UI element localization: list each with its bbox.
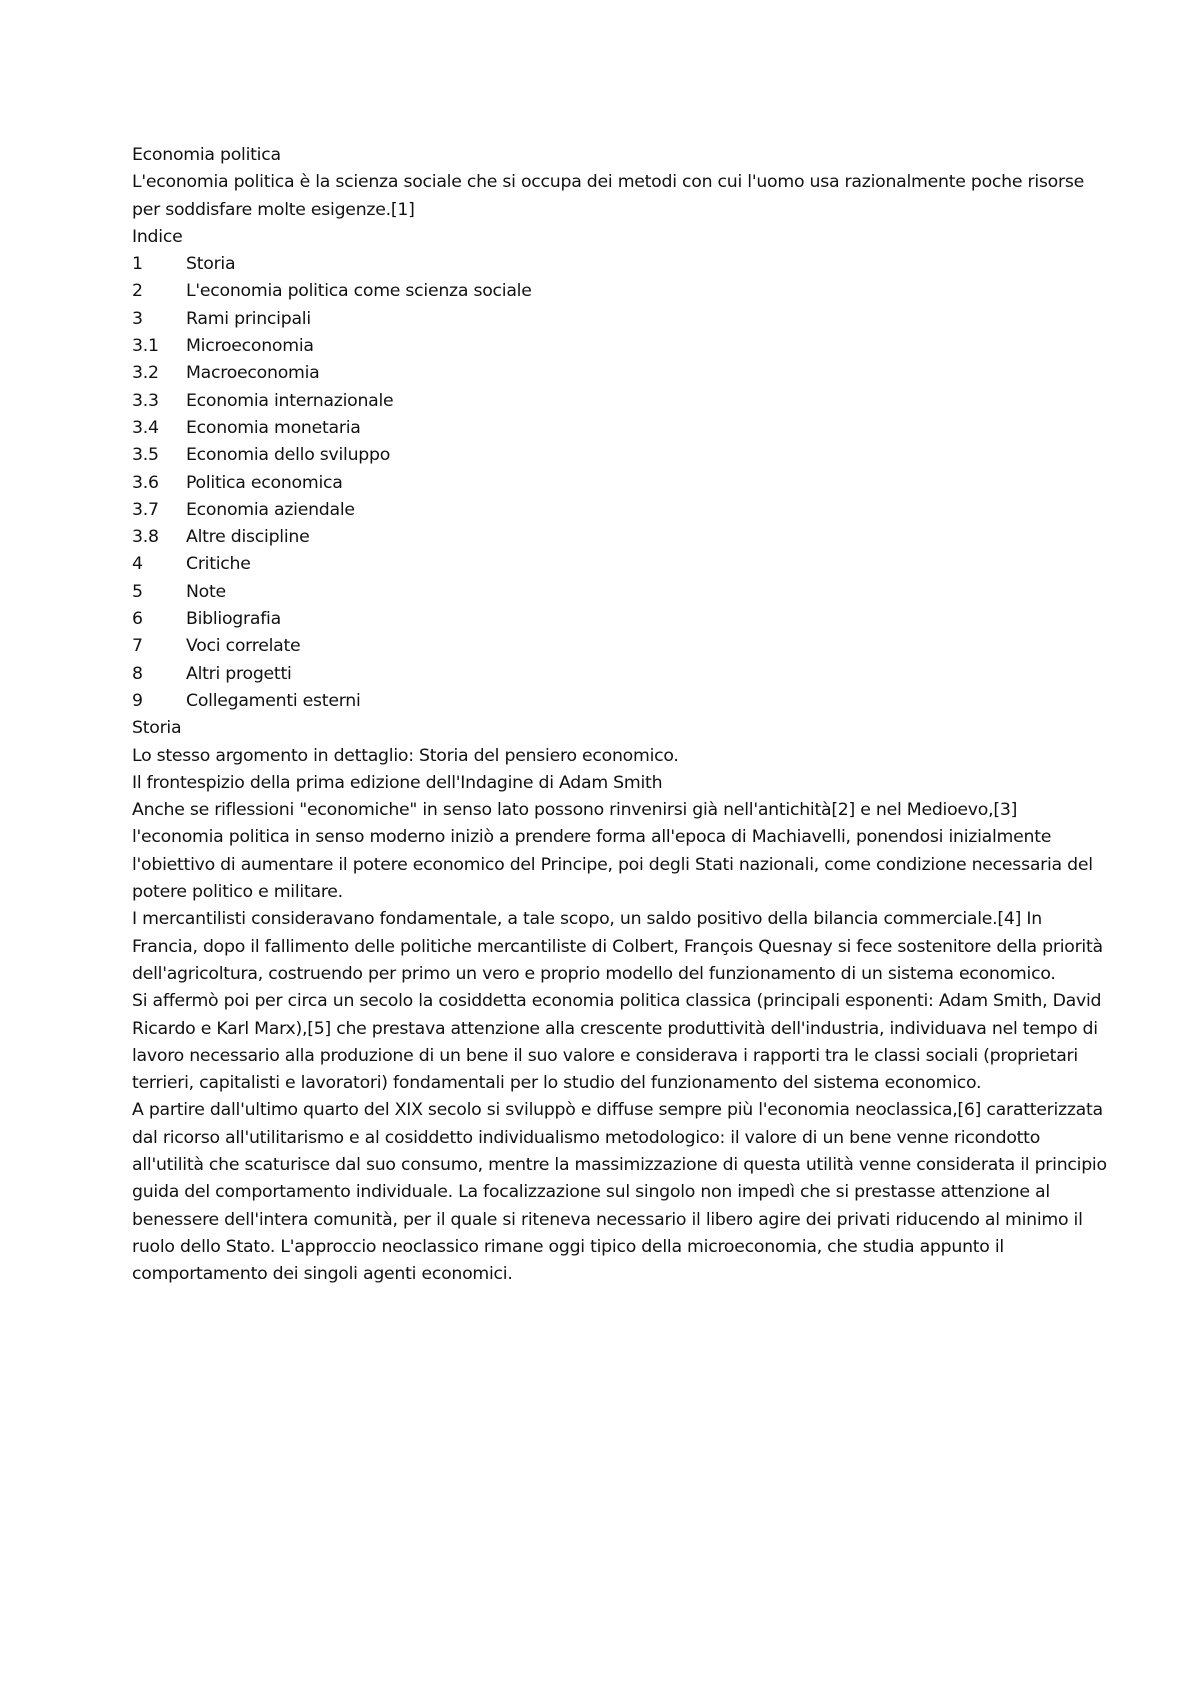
toc-number: 3.5 [132, 445, 159, 466]
toc-text: Macroeconomia [186, 363, 320, 384]
toc-item [132, 497, 1112, 524]
toc-number: 5 [132, 581, 143, 602]
toc-text: L'economia politica come scienza sociale [186, 281, 532, 302]
body-paragraph: Si affermò poi per circa un secolo la cosiddetta economia politica classica (principali esponenti: Adam Smith, David Ricardo e Karl Marx),[5] che prestava attenzione alla crescente produttività dell'industria, individuava nel tempo di lavoro necessario alla produzione di un bene il suo valore e considerava i rapporti tra le classi sociali (proprietari terrieri, capitalisti e lavoratori) fondamentali per lo studio del funzionamento del sistema economico. [132, 991, 1102, 1094]
document-page [132, 142, 1112, 1288]
toc-item [132, 278, 1112, 305]
toc-text: Voci correlate [186, 636, 301, 657]
toc-item [132, 415, 1112, 442]
toc-item [132, 661, 1112, 688]
toc-text: Economia monetaria [186, 417, 361, 438]
toc-number: 1 [132, 254, 143, 275]
toc-number: 2 [132, 281, 143, 302]
toc-item [132, 251, 1112, 278]
toc-item [132, 333, 1112, 360]
toc-number: 3.1 [132, 336, 159, 357]
toc-number: 3.4 [132, 417, 159, 438]
toc-item [132, 388, 1112, 415]
document-title: Economia politica [132, 145, 281, 165]
toc-item [132, 633, 1112, 660]
toc-item [132, 470, 1112, 497]
toc-number: 9 [132, 690, 143, 711]
image-caption: Il frontespizio della prima edizione dell'Indagine di Adam Smith [132, 772, 663, 793]
intro-paragraph: L'economia politica è la scienza sociale che si occupa dei metodi con cui l'uomo usa razionalmente poche risorse per soddisfare molte esigenze.[1] [132, 172, 1084, 220]
toc-text: Rami principali [186, 308, 311, 329]
section-heading-storia: Storia [132, 718, 182, 739]
toc-heading: Indice [132, 226, 183, 247]
toc-text: Storia [186, 254, 236, 275]
toc-number: 3.6 [132, 472, 159, 493]
toc-number: 7 [132, 636, 143, 657]
toc-item [132, 579, 1112, 606]
see-also-note: Lo stesso argomento in dettaglio: Storia del pensiero economico. [132, 745, 679, 766]
toc-item [132, 551, 1112, 578]
toc-item [132, 306, 1112, 333]
toc-item [132, 524, 1112, 551]
toc-text: Collegamenti esterni [186, 690, 361, 711]
toc-text: Politica economica [186, 472, 343, 493]
toc-text: Economia internazionale [186, 390, 394, 411]
toc-text: Bibliografia [186, 609, 281, 630]
toc-text: Critiche [186, 554, 251, 575]
toc-number: 6 [132, 609, 143, 630]
toc-number: 3.7 [132, 499, 159, 520]
body-paragraph: A partire dall'ultimo quarto del XIX secolo si sviluppò e diffuse sempre più l'economia neoclassica,[6] caratterizzata dal ricorso all'utilitarismo e al cosiddetto individualismo metodologico: il valore di un bene venne ricondotto all'utilità che scaturisce dal suo consumo, mentre la massimizzazione di questa utilità venne considerata il principio guida del comportamento individuale. La focalizzazione sul singolo non impedì che si prestasse attenzione al benessere dell'intera comunità, per il quale si riteneva necessario il libero agire dei privati riducendo al minimo il ruolo dello Stato. L'approccio neoclassico rimane oggi tipico della microeconomia, che studia appunto il comportamento dei singoli agenti economici. [132, 1100, 1107, 1285]
body-paragraph: I mercantilisti consideravano fondamentale, a tale scopo, un saldo positivo della bilancia commerciale.[4] In Francia, dopo il fallimento delle politiche mercantiliste di Colbert, François Quesnay si fece sostenitore della priorità dell'agricoltura, costruendo per primo un vero e proprio modello del funzionamento di un sistema economico. [132, 909, 1103, 984]
toc-number: 8 [132, 663, 143, 684]
table-of-contents [132, 251, 1112, 715]
toc-text: Altre discipline [186, 527, 310, 548]
toc-text: Economia dello sviluppo [186, 445, 391, 466]
toc-item [132, 688, 1112, 715]
toc-item [132, 606, 1112, 633]
toc-item [132, 360, 1112, 387]
toc-text: Note [186, 581, 226, 602]
toc-text: Altri progetti [186, 663, 292, 684]
toc-number: 3.8 [132, 527, 159, 548]
toc-number: 3 [132, 308, 143, 329]
toc-number: 4 [132, 554, 143, 575]
toc-text: Economia aziendale [186, 499, 355, 520]
toc-item [132, 442, 1112, 469]
toc-number: 3.2 [132, 363, 159, 384]
body-paragraph: Anche se riflessioni "economiche" in senso lato possono rinvenirsi già nell'antichità[2] e nel Medioevo,[3] l'economia politica in senso moderno iniziò a prendere forma all'epoca di Machiavelli, ponendosi inizialmente l'obiettivo di aumentare il potere economico del Principe, poi degli Stati nazionali, come condizione necessaria del potere politico e militare. [132, 800, 1093, 903]
toc-text: Microeconomia [186, 336, 314, 357]
toc-number: 3.3 [132, 390, 159, 411]
